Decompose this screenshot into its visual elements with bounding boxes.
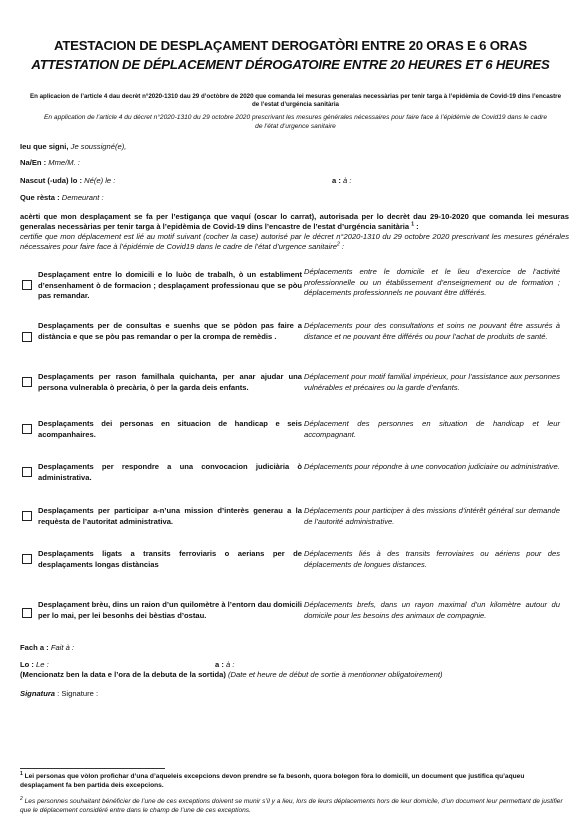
time-label-fr: à : bbox=[225, 660, 235, 669]
reason-checkbox[interactable] bbox=[22, 511, 32, 521]
reason-checkbox[interactable] bbox=[22, 554, 32, 564]
field-signer[interactable] bbox=[20, 142, 126, 152]
reason-occitan: Desplaçaments dei personas en situacion de handicap e seis acompanhaires. bbox=[38, 419, 302, 439]
footnote-occitan: $^1$ Lei personas que vòlon profichar d’una d’aqueleis excepcions devon prendre se fa besonh, quora bolegon fòra lo domicili, un document que justifica qu’aqueu desplaçament fa ben partida deis excepcions. bbox=[20, 770, 525, 789]
reason-checkbox[interactable] bbox=[22, 424, 32, 434]
at-label-oc: a : bbox=[332, 176, 343, 185]
intro-occitan: En aplicacion de l’article 4 dau decrèt n°2020-1310 dau 29 d’octòbre de 2020 que comanda lei mesuras generalas necessàrias per tenir targa à l’epidèmia de Covid-19 dins l’encastre de l’estat d’urgéncia sanitària bbox=[29, 93, 562, 108]
title-french: ATTESTATION DE DÉPLACEMENT DÉROGATOIRE ENTRE 20 HEURES ET 6 HEURES bbox=[31, 57, 550, 72]
footnote-french: $^2$ Les personnes souhaitant bénéficier de l’une de ces exceptions doivent se munir s’il y a lieu, lors de leurs déplacements hors de leur domicile, d’un document leur permettant de justifier que le déplacement considéré entre dans le champ de l’une de ces exceptions. bbox=[20, 795, 563, 814]
reason-french: Déplacements brefs, dans un rayon maximal d’un kilomètre autour du domicile pour les besoins des animaux de compagnie. bbox=[304, 600, 560, 620]
reason-occitan: Desplaçaments ligats a transits ferroviaris o aerians per de desplaçaments longas distàncias bbox=[38, 549, 302, 569]
field-birthplace[interactable] bbox=[332, 176, 351, 186]
reason-french: Déplacements pour répondre à une convocation judiciaire ou administrative. bbox=[304, 462, 560, 471]
made-label-fr: Fait à : bbox=[50, 643, 75, 652]
at-label-fr: à : bbox=[342, 176, 352, 185]
live-label-oc: Que rèsta : bbox=[20, 193, 62, 202]
reason-checkbox[interactable] bbox=[22, 280, 32, 290]
reason-checkbox[interactable] bbox=[22, 608, 32, 618]
title-occitan: ATESTACION DE DESPLAÇAMENT DEROGATÒRI ENTRE 20 ORAS E 6 ORAS bbox=[53, 38, 528, 53]
note-oc: (Mencionatz ben la data e l’ora de la debuta de la sortida) bbox=[20, 670, 226, 679]
born-label-oc: Nascut (-uda) lo : bbox=[20, 176, 85, 185]
field-address[interactable] bbox=[20, 193, 104, 203]
made-label-oc: Fach a : bbox=[20, 643, 51, 652]
declaration-french: certifie que mon déplacement est lié au motif suivant (cocher la case) autorisé par le décret n°2020-1310 du 29 octobre 2020 prescrivant les mesures générales nécessaires pour faire face à l’épidémie de Covid19 dans le cadre de l’état d’urgence sanitaire$^2$ : bbox=[20, 232, 569, 251]
reason-checkbox[interactable] bbox=[22, 377, 32, 387]
declaration-occitan: acèrti que mon desplaçament se fa per l’estigança que vaquí (oscar lo carrat), autorisada per lo decrèt dau 29-10-2020 que comanda lei mesuras generalas necessàrias per tenir targa à l’epidèmia de Covid-19 dins l’encastre de l’estat d’urgéncia sanitària $^1$ : bbox=[20, 212, 569, 231]
field-birthdate[interactable] bbox=[20, 176, 115, 186]
reason-french: Déplacement des personnes en situation de handicap et leur accompagnant. bbox=[304, 419, 560, 439]
note-fr: (Date et heure de début de sortie à mentionner obligatoirement) bbox=[225, 670, 443, 679]
reason-occitan: Desplaçaments per respondre a una convocacion judiciària ò administrativa. bbox=[38, 462, 302, 482]
reason-occitan: Desplaçament entre lo domicili e lo luòc de trabalh, ò un establiment d’ensenhament ò de formacion ; desplaçament professionau que se pòu pas remandar. bbox=[38, 270, 302, 300]
signer-label-oc: Ieu que signi, bbox=[20, 142, 71, 151]
time-label-oc: a : bbox=[215, 660, 226, 669]
reason-french: Déplacements pour des consultations et soins ne pouvant être assurés à distance et ne pouvant être différés ou pour l’achat de produits de santé. bbox=[304, 321, 560, 341]
field-time[interactable] bbox=[215, 660, 234, 670]
signer-label-fr: Je soussigné(e), bbox=[70, 142, 127, 151]
footnote-separator bbox=[20, 768, 165, 769]
field-date[interactable] bbox=[20, 660, 49, 670]
reason-french: Déplacements pour participer à des missions d’intérêt général sur demande de l’autorité administrative. bbox=[304, 506, 560, 526]
reason-occitan: Desplaçaments per rason familhala quichanta, per anar ajudar una persona vulnerabla ò precària, ò per la garda deis enfants. bbox=[38, 372, 302, 392]
signature-label-fr: : Signature : bbox=[55, 689, 99, 698]
signature-label-oc: Signatura bbox=[20, 689, 56, 698]
name-label-fr: Mme/M. : bbox=[48, 158, 80, 167]
born-label-fr: Né(e) le : bbox=[84, 176, 116, 185]
reason-occitan: Desplaçament brèu, dins un raion d’un quilomètre à l’entorn dau domicili per lo mai, per lei besonhs dei bèstias d’ostau. bbox=[38, 600, 302, 620]
reason-occitan: Desplaçaments per de consultas e suenhs que se pòdon pas faire a distància e que se pòu pas remandar o per la crompa de remèdis . bbox=[38, 321, 302, 341]
declaration bbox=[20, 212, 569, 252]
reason-french: Déplacements liés à des transits ferroviaires ou aériens pour des déplacements de longues distances. bbox=[304, 549, 560, 569]
reason-french: Déplacements entre le domicile et le lieu d’exercice de l’activité professionnelle ou un établissement d’enseignement ou de formation ; déplacements professionnels ne pouvant être différés. bbox=[304, 267, 560, 297]
reason-checkbox[interactable] bbox=[22, 467, 32, 477]
reason-french: Déplacement pour motif familial impérieux, pour l’assistance aux personnes vulnérables et précaires ou la garde d’enfants. bbox=[304, 372, 560, 392]
field-made-at[interactable] bbox=[20, 643, 74, 653]
reason-occitan: Desplaçaments per participar a-n’una mission d’interès generau a la requèsta de l’autoritat administrativa. bbox=[38, 506, 302, 526]
field-signature[interactable] bbox=[20, 689, 98, 699]
date-label-oc: Lo : bbox=[20, 660, 37, 669]
date-label-fr: Le : bbox=[36, 660, 49, 669]
live-label-fr: Demeurant : bbox=[61, 193, 104, 202]
name-label-oc: Na/En : bbox=[20, 158, 49, 167]
date-time-note bbox=[20, 670, 442, 680]
reason-checkbox[interactable] bbox=[22, 332, 32, 342]
field-name[interactable] bbox=[20, 158, 80, 168]
intro-french: En application de l’article 4 du décret n°2020-1310 du 29 octobre 2020 prescrivant les mesures générales nécessaires pour faire face à l’épidémie de Covid19 dans le cadre de l’état d’urgence sanitaire bbox=[44, 114, 547, 130]
